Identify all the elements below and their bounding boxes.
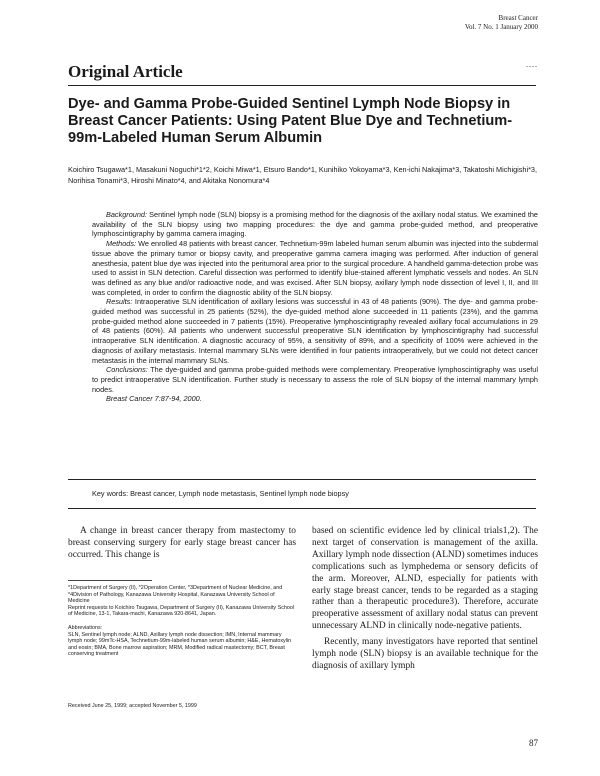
abstract-results	[92, 297, 538, 365]
affiliations: *1Department of Surgery (II), *2Operation Center, *3Department of Nuclear Medicine, and *4Division of Pathology, Kanazawa University Hospital, Kanazawa University School of Medicine	[68, 585, 283, 605]
journal-header	[465, 14, 538, 32]
background-text: Sentinel lymph node (SLN) biopsy is a promising method for the diagnosis of the axillary nodal status. We examined the availability of the SLN biopsy using two mapping procedures: the dye and gamma probe-guided method, and preoperative lymphoscintigraphy by gamma camera imaging.	[92, 210, 538, 239]
conclusions-label: Conclusions:	[106, 365, 148, 375]
intro-paragraph: A change in breast cancer therapy from mastectomy to breast conserving surgery for early stage breast cancer has occurred. This change is	[68, 526, 296, 560]
footnote-rule	[68, 580, 152, 581]
reprint-requests: Reprint requests to Koichiro Tsugawa, Department of Surgery (II), Kanazawa University School of Medicine, 13-1, Takara-machi, Kanazawa 920-8641, Japan.	[68, 604, 295, 618]
body-column-left	[68, 526, 296, 562]
section-label: Original Article	[68, 62, 183, 81]
footnotes	[68, 585, 296, 658]
journal-volume: Vol. 7 No. 1 January 2000	[464, 23, 538, 31]
body-paragraph-2: Recently, many investigators have reported that sentinel lymph node (SLN) biopsy is an available technique for the diagnosis of axillary lymph	[312, 637, 538, 671]
abstract-conclusions	[92, 365, 538, 394]
abstract-citation: Breast Cancer 7:87-94, 2000.	[106, 394, 202, 404]
keywords	[92, 489, 349, 498]
keywords-rule-top	[68, 479, 536, 480]
methods-label: Methods:	[106, 239, 137, 249]
keywords-text: Breast cancer, Lymph node metastasis, Sentinel lymph node biopsy	[130, 489, 349, 498]
header-dots: ....	[526, 60, 538, 69]
keywords-rule-bottom	[68, 508, 536, 509]
author-list: Koichiro Tsugawa*1, Masakuni Noguchi*1*2, Koichi Miwa*1, Etsuro Bando*1, Kunihiko Yokoyama*3, Ken-ichi Nakajima*3, Takatoshi Michigishi*3, Norihisa Tonami*3, Hiroshi Minato*4, and Akitaka Nonomura*4	[68, 165, 538, 185]
article-title: Dye- and Gamma Probe-Guided Sentinel Lymph Node Biopsy in Breast Cancer Patients: Using Patent Blue Dye and Technetium-99m-Labeled Human Serum Albumin	[68, 96, 513, 146]
methods-text: We enrolled 48 patients with breast cancer. Technetium-99m labeled human serum albumin was injected into the subdermal tissue above the primary tumor or biopsy cavity, and preoperative gamma camera imaging was performed. After induction of general anesthesia, patent blue dye was injected into the peritumoral area prior to the surgical procedure. A handheld gamma-detection probe was used to assist in SLN detection. Careful dissection was performed to identify blue-stained afferent lymphatic vessels and nodes. An SLN was defined as any blue and/or radioactive node, and was excised. After SLN biopsy, axillary lymph node dissection of level I, II, and III was completed, in order to confirm the diagnostic ability of the SLN biopsy.	[92, 239, 538, 297]
background-label: Background:	[106, 210, 147, 219]
body-paragraph-1: based on scientific evidence led by clinical trials1,2). The next target of conservation is management of the axilla. Axillary lymph node dissection (ALND) sometimes induces complications such as lymphedema or sensory deficits of the arm. Moreover, ALND, especially for patients with early stage breast cancer, tends to be regarded as a staging rather than a therapeutic procedure3). Therefore, accurate preoperative assessment of axillary nodal status can prevent unnecessary ALND in clinically node-negative patients.	[312, 526, 539, 632]
section-rule	[68, 85, 536, 86]
abstract-methods	[92, 239, 538, 297]
abbreviations-label: Abbreviations:	[68, 624, 103, 631]
keywords-label: Key words:	[92, 489, 129, 498]
abbreviations: SLN, Sentinel lymph node; ALND, Axillary lymph node dissection; IMN, Internal mammary lymph node; 99mTc-HSA, Technetium-99m-labeled human serum albumin; H&E, Hematoxylin and eosin; BMA, Bone marrow aspiration; MRM, Modified radical mastectomy; BCT, Breast conserving treatment	[68, 631, 292, 658]
abstract-background	[92, 210, 538, 239]
page-number: 87	[529, 738, 538, 748]
body-column-right	[312, 526, 538, 673]
results-text: Intraoperative SLN identification of axillary lesions was successful in 43 of 48 patients (90%). The dye- and gamma probe-guided method was successful in 25 patients (52%), the dye-guided method alone succeeded in 11 patients (23%), and the gamma probe-guided method alone succeeded in 7 patients (15%). Preoperative lymphoscintigraphy revealed axillary focal accumulations in 29 of 48 patients (60%). All patients who underwent successful preoperative SLN identification by lymphoscintigraphy had successful intraoperative SLN identification. A diagnostic accuracy of 95%, a sensitivity of 89%, and a specificity of 100% were achieved in the diagnosis of axillary metastasis. Internal mammary SLNs were identified in four patients intraoperatively, but we could not detect cancer metastasis in the internal mammary SLNs.	[92, 297, 539, 365]
abstract	[92, 210, 538, 404]
conclusions-text: The dye-guided and gamma probe-guided methods were complementary. Preoperative lymphoscintigraphy was useful to predict intraoperative SLN identification. Further study is necessary to assess the role of SLN biopsy of the internal mammary lymph nodes.	[92, 365, 538, 394]
received-date: Received June 25, 1999; accepted November 5, 1999	[68, 703, 197, 709]
results-label: Results:	[106, 297, 133, 307]
journal-name: Breast Cancer	[498, 14, 538, 22]
